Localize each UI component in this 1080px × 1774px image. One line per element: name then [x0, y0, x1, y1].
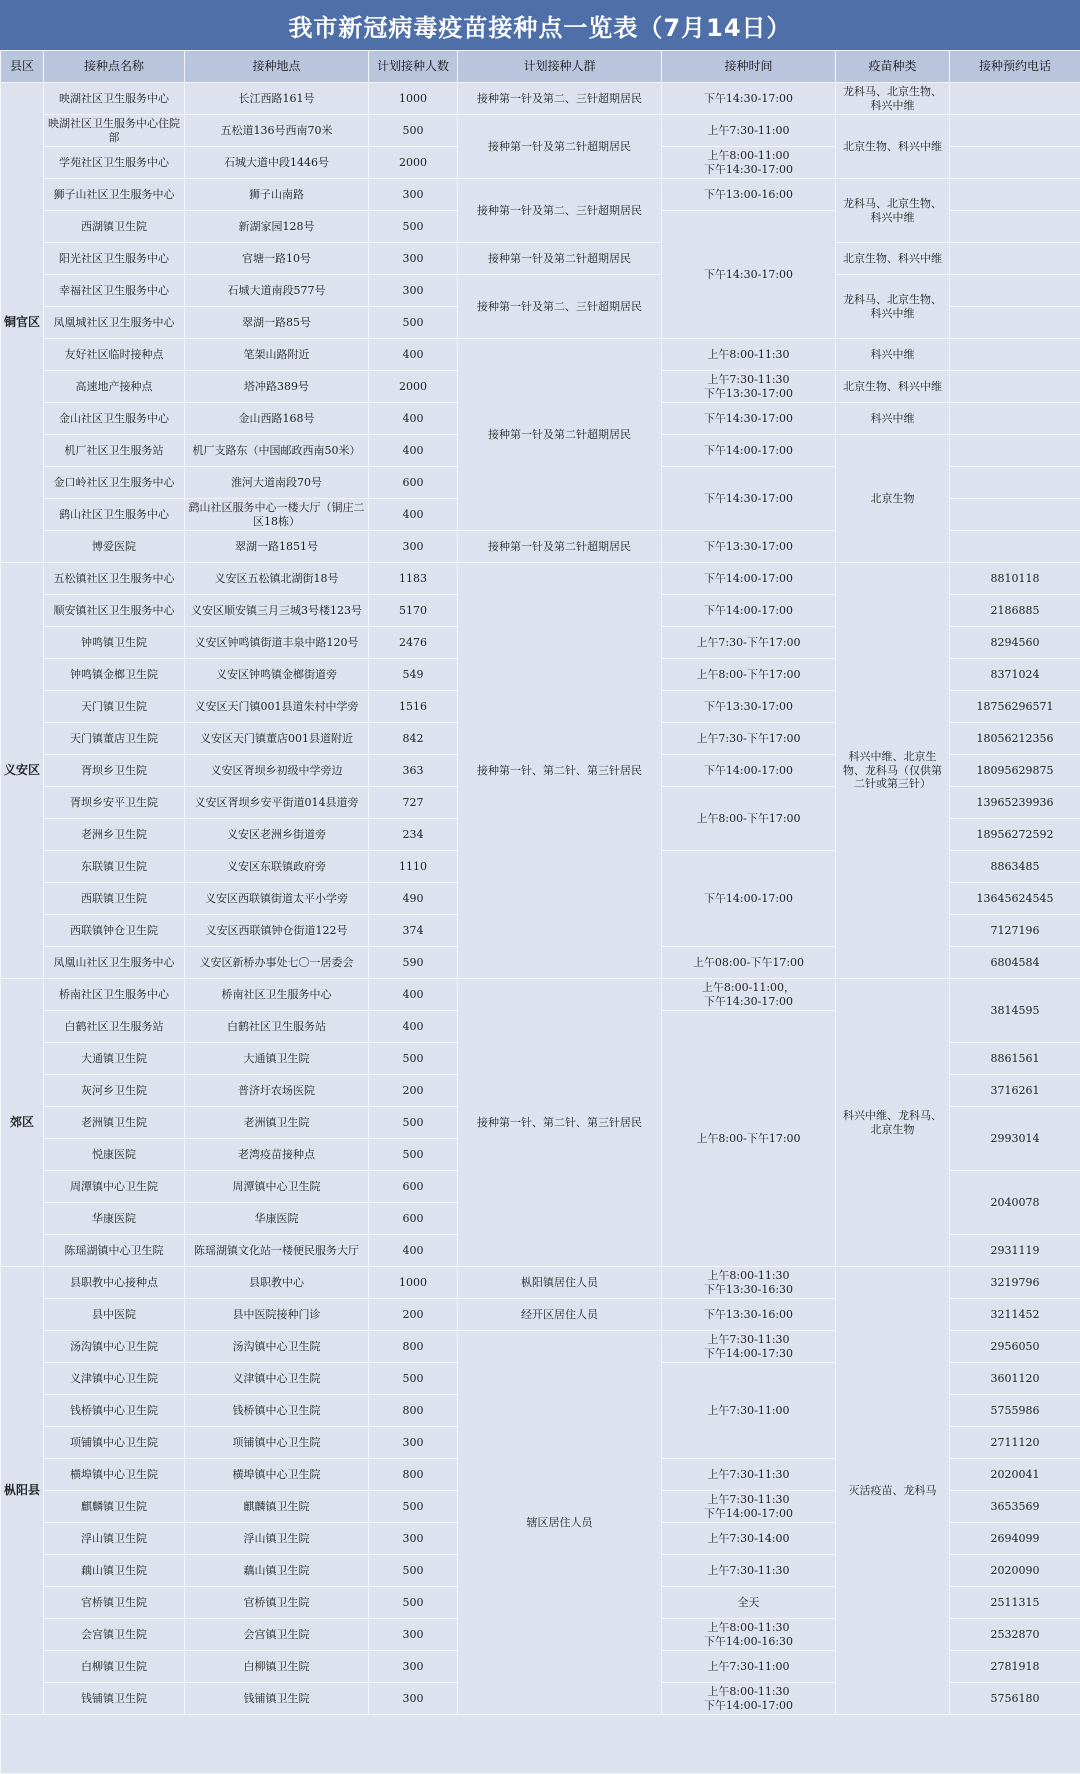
planned-count: 300 — [369, 1619, 458, 1651]
planned-count: 300 — [369, 531, 458, 563]
site-name: 胥坝乡安平卫生院 — [44, 787, 185, 819]
booking-phone: 8863485 — [950, 851, 1080, 883]
vaccination-time: 上午8:00-下午17:00 — [662, 659, 836, 691]
site-address: 老湾疫苗接种点 — [185, 1139, 369, 1171]
blank-footer-row — [1, 1715, 1080, 1774]
target-crowd: 接种第一针及第二针超期居民 — [458, 531, 662, 563]
planned-count: 400 — [369, 435, 458, 467]
booking-phone: 2711120 — [950, 1427, 1080, 1459]
booking-phone: 2186885 — [950, 595, 1080, 627]
site-address: 义津镇中心卫生院 — [185, 1363, 369, 1395]
vaccination-time: 上午8:00-11:30 下午14:00-17:00 — [662, 1683, 836, 1715]
site-address: 义安区西联镇钟仓街道122号 — [185, 915, 369, 947]
site-name: 学苑社区卫生服务中心 — [44, 147, 185, 179]
site-name: 白柳镇卫生院 — [44, 1651, 185, 1683]
site-address: 横埠镇中心卫生院 — [185, 1459, 369, 1491]
booking-phone: 18095629875 — [950, 755, 1080, 787]
booking-phone: 2931119 — [950, 1235, 1080, 1267]
site-address: 义安区钟鸣镇金榔街道旁 — [185, 659, 369, 691]
booking-phone — [950, 307, 1080, 339]
planned-count: 400 — [369, 403, 458, 435]
planned-count: 2000 — [369, 147, 458, 179]
booking-phone: 18956272592 — [950, 819, 1080, 851]
planned-count: 500 — [369, 1363, 458, 1395]
planned-count: 1000 — [369, 1267, 458, 1299]
header-row — [1, 51, 1080, 83]
table-row — [1, 275, 1080, 307]
site-address: 狮子山南路 — [185, 179, 369, 211]
site-address: 义安区胥坝乡安平街道014县道旁 — [185, 787, 369, 819]
booking-phone — [950, 531, 1080, 563]
site-address: 县职教中心 — [185, 1267, 369, 1299]
site-name: 天门镇董店卫生院 — [44, 723, 185, 755]
booking-phone: 18756296571 — [950, 691, 1080, 723]
vaccination-time: 下午14:30-17:00 — [662, 211, 836, 339]
site-name: 狮子山社区卫生服务中心 — [44, 179, 185, 211]
site-address: 藕山镇卫生院 — [185, 1555, 369, 1587]
vaccine-type: 龙科马、北京生物、科兴中维 — [836, 275, 950, 339]
planned-count: 2476 — [369, 627, 458, 659]
booking-phone — [950, 115, 1080, 147]
booking-phone — [950, 147, 1080, 179]
vaccination-time: 下午13:30-17:00 — [662, 531, 836, 563]
site-address: 普济圩农场医院 — [185, 1075, 369, 1107]
vaccine-type: 北京生物、科兴中维 — [836, 243, 950, 275]
vaccine-type: 北京生物、科兴中维 — [836, 115, 950, 179]
vaccination-time: 下午14:00-17:00 — [662, 563, 836, 595]
planned-count: 300 — [369, 1427, 458, 1459]
booking-phone: 5756180 — [950, 1683, 1080, 1715]
target-crowd: 接种第一针及第二、三针超期居民 — [458, 179, 662, 243]
target-crowd: 经开区居住人员 — [458, 1299, 662, 1331]
site-address: 义安区西联镇街道太平小学旁 — [185, 883, 369, 915]
site-address: 翠湖一路1851号 — [185, 531, 369, 563]
site-name: 老洲镇卫生院 — [44, 1107, 185, 1139]
site-address: 金山西路168号 — [185, 403, 369, 435]
site-address: 淮河大道南段70号 — [185, 467, 369, 499]
booking-phone: 3814595 — [950, 979, 1080, 1043]
site-address: 新湖家园128号 — [185, 211, 369, 243]
planned-count: 2000 — [369, 371, 458, 403]
planned-count: 234 — [369, 819, 458, 851]
site-name: 白鹤社区卫生服务站 — [44, 1011, 185, 1043]
planned-count: 300 — [369, 1651, 458, 1683]
vaccine-type: 北京生物 — [836, 435, 950, 563]
target-crowd: 枞阳镇居住人员 — [458, 1267, 662, 1299]
target-crowd: 接种第一针及第二、三针超期居民 — [458, 83, 662, 115]
vaccination-table — [0, 50, 1080, 1774]
site-name: 映湖社区卫生服务中心住院部 — [44, 115, 185, 147]
booking-phone: 8861561 — [950, 1043, 1080, 1075]
site-name: 西联镇卫生院 — [44, 883, 185, 915]
vaccine-type: 灭活疫苗、龙科马 — [836, 1267, 950, 1715]
site-address: 华康医院 — [185, 1203, 369, 1235]
site-name: 钟鸣镇金榔卫生院 — [44, 659, 185, 691]
table-row — [1, 179, 1080, 211]
table-row — [1, 115, 1080, 147]
table-row — [1, 979, 1080, 1011]
booking-phone: 8371024 — [950, 659, 1080, 691]
site-name: 周潭镇中心卫生院 — [44, 1171, 185, 1203]
site-address: 翠湖一路85号 — [185, 307, 369, 339]
booking-phone — [950, 211, 1080, 243]
planned-count: 727 — [369, 787, 458, 819]
table-row — [1, 563, 1080, 595]
vaccination-time: 下午13:30-16:00 — [662, 1299, 836, 1331]
vaccination-time: 下午14:00-17:00 — [662, 595, 836, 627]
site-name: 友好社区临时接种点 — [44, 339, 185, 371]
planned-count: 500 — [369, 115, 458, 147]
table-row — [1, 243, 1080, 275]
planned-count: 1183 — [369, 563, 458, 595]
site-name: 东联镇卫生院 — [44, 851, 185, 883]
booking-phone: 13965239936 — [950, 787, 1080, 819]
site-address: 大通镇卫生院 — [185, 1043, 369, 1075]
target-crowd: 接种第一针及第二、三针超期居民 — [458, 275, 662, 339]
site-address: 汤沟镇中心卫生院 — [185, 1331, 369, 1363]
vaccination-time: 上午7:30-11:30 — [662, 1555, 836, 1587]
site-name: 陈瑶湖镇中心卫生院 — [44, 1235, 185, 1267]
site-name: 钟鸣镇卫生院 — [44, 627, 185, 659]
site-address: 周潭镇中心卫生院 — [185, 1171, 369, 1203]
county-cell: 义安区 — [1, 563, 44, 979]
vaccination-time: 上午8:00-11:00， 下午14:30-17:00 — [662, 979, 836, 1011]
planned-count: 600 — [369, 1171, 458, 1203]
vaccination-time: 上午7:30-11:00 — [662, 115, 836, 147]
vaccination-time: 下午14:00-17:00 — [662, 435, 836, 467]
site-name: 悦康医院 — [44, 1139, 185, 1171]
vaccination-time: 上午7:30-下午17:00 — [662, 627, 836, 659]
vaccination-time: 上午7:30-下午17:00 — [662, 723, 836, 755]
planned-count: 300 — [369, 179, 458, 211]
vaccination-time: 上午7:30-14:00 — [662, 1523, 836, 1555]
vaccination-time: 上午7:30-11:30 — [662, 1459, 836, 1491]
site-address: 机厂支路东（中国邮政西南50米） — [185, 435, 369, 467]
booking-phone: 8294560 — [950, 627, 1080, 659]
site-name: 藕山镇卫生院 — [44, 1555, 185, 1587]
vaccination-time: 上午7:30-11:30 下午14:00-17:30 — [662, 1331, 836, 1363]
target-crowd: 接种第一针及第二针超期居民 — [458, 339, 662, 531]
site-address: 桥南社区卫生服务中心 — [185, 979, 369, 1011]
site-name: 凤凰山社区卫生服务中心 — [44, 947, 185, 979]
site-address: 县中医院接种门诊 — [185, 1299, 369, 1331]
site-name: 桥南社区卫生服务中心 — [44, 979, 185, 1011]
booking-phone — [950, 83, 1080, 115]
site-name: 钱铺镇卫生院 — [44, 1683, 185, 1715]
vaccine-type: 龙科马、北京生物、科兴中维 — [836, 179, 950, 243]
site-address: 浮山镇卫生院 — [185, 1523, 369, 1555]
booking-phone — [950, 467, 1080, 499]
site-address: 义安区老洲乡街道旁 — [185, 819, 369, 851]
vaccination-time: 下午13:30-17:00 — [662, 691, 836, 723]
booking-phone: 7127196 — [950, 915, 1080, 947]
site-name: 项铺镇中心卫生院 — [44, 1427, 185, 1459]
vaccination-time: 上午08:00-下午17:00 — [662, 947, 836, 979]
planned-count: 400 — [369, 499, 458, 531]
planned-count: 500 — [369, 1491, 458, 1523]
vaccination-time: 下午14:00-17:00 — [662, 755, 836, 787]
booking-phone: 3601120 — [950, 1363, 1080, 1395]
table-row — [1, 1267, 1080, 1299]
vaccination-time: 全天 — [662, 1587, 836, 1619]
header-vaccine: 疫苗种类 — [836, 51, 950, 83]
site-address: 义安区顺安镇三月三城3号楼123号 — [185, 595, 369, 627]
booking-phone: 2956050 — [950, 1331, 1080, 1363]
planned-count: 500 — [369, 307, 458, 339]
booking-phone — [950, 179, 1080, 211]
vaccine-type: 科兴中维、北京生物、龙科马（仅供第二针或第三针） — [836, 563, 950, 979]
booking-phone — [950, 243, 1080, 275]
header-county: 县区 — [1, 51, 44, 83]
planned-count: 400 — [369, 339, 458, 371]
booking-phone: 2020041 — [950, 1459, 1080, 1491]
planned-count: 500 — [369, 1139, 458, 1171]
vaccination-time: 上午7:30-11:00 — [662, 1651, 836, 1683]
planned-count: 363 — [369, 755, 458, 787]
planned-count: 374 — [369, 915, 458, 947]
planned-count: 300 — [369, 243, 458, 275]
vaccination-time: 上午8:00-下午17:00 — [662, 787, 836, 851]
site-address: 义安区钟鸣镇街道丰泉中路120号 — [185, 627, 369, 659]
site-address: 石城大道南段577号 — [185, 275, 369, 307]
planned-count: 500 — [369, 1555, 458, 1587]
vaccination-time: 上午8:00-11:30 下午13:30-16:30 — [662, 1267, 836, 1299]
target-crowd: 辖区居住人员 — [458, 1331, 662, 1715]
site-address: 白柳镇卫生院 — [185, 1651, 369, 1683]
site-name: 幸福社区卫生服务中心 — [44, 275, 185, 307]
site-name: 钱桥镇中心卫生院 — [44, 1395, 185, 1427]
planned-count: 500 — [369, 211, 458, 243]
vaccination-time: 上午7:30-11:30 下午14:00-17:00 — [662, 1491, 836, 1523]
planned-count: 842 — [369, 723, 458, 755]
site-name: 鹞山社区卫生服务中心 — [44, 499, 185, 531]
booking-phone: 2532870 — [950, 1619, 1080, 1651]
booking-phone: 3653569 — [950, 1491, 1080, 1523]
booking-phone: 3219796 — [950, 1267, 1080, 1299]
header-phone: 接种预约电话 — [950, 51, 1080, 83]
header-planned-count: 计划接种人数 — [369, 51, 458, 83]
booking-phone: 2694099 — [950, 1523, 1080, 1555]
header-time: 接种时间 — [662, 51, 836, 83]
booking-phone — [950, 435, 1080, 467]
site-address: 老洲镇卫生院 — [185, 1107, 369, 1139]
site-address: 陈瑶湖镇文化站一楼便民服务大厅 — [185, 1235, 369, 1267]
site-address: 项铺镇中心卫生院 — [185, 1427, 369, 1459]
site-name: 顺安镇社区卫生服务中心 — [44, 595, 185, 627]
planned-count: 400 — [369, 979, 458, 1011]
site-address: 笔架山路附近 — [185, 339, 369, 371]
planned-count: 800 — [369, 1459, 458, 1491]
target-crowd: 接种第一针及第二针超期居民 — [458, 243, 662, 275]
site-name: 金山社区卫生服务中心 — [44, 403, 185, 435]
planned-count: 549 — [369, 659, 458, 691]
site-address: 义安区天门镇董店001县道附近 — [185, 723, 369, 755]
site-address: 白鹤社区卫生服务站 — [185, 1011, 369, 1043]
booking-phone: 2511315 — [950, 1587, 1080, 1619]
site-name: 大通镇卫生院 — [44, 1043, 185, 1075]
booking-phone: 5755986 — [950, 1395, 1080, 1427]
site-name: 麒麟镇卫生院 — [44, 1491, 185, 1523]
site-address: 会宫镇卫生院 — [185, 1619, 369, 1651]
target-crowd: 接种第一针、第二针、第三针居民 — [458, 979, 662, 1267]
site-name: 汤沟镇中心卫生院 — [44, 1331, 185, 1363]
planned-count: 500 — [369, 1107, 458, 1139]
vaccination-time: 上午8:00-下午17:00 — [662, 1011, 836, 1267]
site-address: 义安区新桥办事处七〇一居委会 — [185, 947, 369, 979]
site-address: 麒麟镇卫生院 — [185, 1491, 369, 1523]
planned-count: 300 — [369, 1683, 458, 1715]
site-address: 义安区胥坝乡初级中学旁边 — [185, 755, 369, 787]
target-crowd: 接种第一针及第二针超期居民 — [458, 115, 662, 179]
booking-phone: 6804584 — [950, 947, 1080, 979]
booking-phone: 2040078 — [950, 1171, 1080, 1235]
site-name: 横埠镇中心卫生院 — [44, 1459, 185, 1491]
booking-phone: 2993014 — [950, 1107, 1080, 1171]
booking-phone: 13645624545 — [950, 883, 1080, 915]
planned-count: 1110 — [369, 851, 458, 883]
vaccination-time: 上午8:00-11:30 — [662, 339, 836, 371]
planned-count: 400 — [369, 1235, 458, 1267]
vaccination-time: 下午14:30-17:00 — [662, 83, 836, 115]
planned-count: 600 — [369, 467, 458, 499]
site-name: 映湖社区卫生服务中心 — [44, 83, 185, 115]
planned-count: 500 — [369, 1043, 458, 1075]
site-name: 天门镇卫生院 — [44, 691, 185, 723]
target-crowd: 接种第一针、第二针、第三针居民 — [458, 563, 662, 979]
site-name: 老洲乡卫生院 — [44, 819, 185, 851]
vaccination-time: 下午14:30-17:00 — [662, 403, 836, 435]
vaccine-type: 龙科马、北京生物、科兴中维 — [836, 83, 950, 115]
planned-count: 800 — [369, 1395, 458, 1427]
county-cell: 枞阳县 — [1, 1267, 44, 1715]
vaccination-time: 下午14:30-17:00 — [662, 467, 836, 531]
site-name: 五松镇社区卫生服务中心 — [44, 563, 185, 595]
booking-phone: 3716261 — [950, 1075, 1080, 1107]
booking-phone — [950, 499, 1080, 531]
site-name: 县职教中心接种点 — [44, 1267, 185, 1299]
site-name: 浮山镇卫生院 — [44, 1523, 185, 1555]
site-name: 西联镇钟仓卫生院 — [44, 915, 185, 947]
planned-count: 1000 — [369, 83, 458, 115]
booking-phone — [950, 339, 1080, 371]
booking-phone: 8810118 — [950, 563, 1080, 595]
site-address: 官塘一路10号 — [185, 243, 369, 275]
site-address: 义安区东联镇政府旁 — [185, 851, 369, 883]
site-address: 塔冲路389号 — [185, 371, 369, 403]
vaccination-time: 下午14:00-17:00 — [662, 851, 836, 947]
site-name: 会宫镇卫生院 — [44, 1619, 185, 1651]
site-address: 义安区天门镇001县道朱村中学旁 — [185, 691, 369, 723]
site-name: 华康医院 — [44, 1203, 185, 1235]
booking-phone: 18056212356 — [950, 723, 1080, 755]
county-cell: 铜官区 — [1, 83, 44, 563]
planned-count: 600 — [369, 1203, 458, 1235]
site-name: 西湖镇卫生院 — [44, 211, 185, 243]
table-row — [1, 339, 1080, 371]
vaccination-time: 下午13:00-16:00 — [662, 179, 836, 211]
planned-count: 400 — [369, 1011, 458, 1043]
site-name: 胥坝乡卫生院 — [44, 755, 185, 787]
planned-count: 300 — [369, 275, 458, 307]
planned-count: 490 — [369, 883, 458, 915]
site-name: 县中医院 — [44, 1299, 185, 1331]
site-name: 凤凰城社区卫生服务中心 — [44, 307, 185, 339]
booking-phone — [950, 403, 1080, 435]
booking-phone — [950, 371, 1080, 403]
header-site-name: 接种点名称 — [44, 51, 185, 83]
booking-phone: 3211452 — [950, 1299, 1080, 1331]
site-address: 钱铺镇卫生院 — [185, 1683, 369, 1715]
site-name: 机厂社区卫生服务站 — [44, 435, 185, 467]
site-address: 官桥镇卫生院 — [185, 1587, 369, 1619]
vaccination-time: 上午7:30-11:00 — [662, 1363, 836, 1459]
booking-phone — [950, 275, 1080, 307]
site-address: 长江西路161号 — [185, 83, 369, 115]
vaccine-type: 科兴中维 — [836, 339, 950, 371]
site-address: 钱桥镇中心卫生院 — [185, 1395, 369, 1427]
site-address: 鹞山社区服务中心一楼大厅（铜庄二区18栋） — [185, 499, 369, 531]
site-address: 五松道136号西南70米 — [185, 115, 369, 147]
planned-count: 200 — [369, 1299, 458, 1331]
table-body — [1, 83, 1080, 1774]
planned-count: 800 — [369, 1331, 458, 1363]
site-name: 阳光社区卫生服务中心 — [44, 243, 185, 275]
planned-count: 5170 — [369, 595, 458, 627]
vaccine-type: 北京生物、科兴中维 — [836, 371, 950, 403]
vaccination-time: 上午8:00-11:00 下午14:30-17:00 — [662, 147, 836, 179]
site-name: 灰河乡卫生院 — [44, 1075, 185, 1107]
page-title: 我市新冠病毒疫苗接种点一览表（7月14日） — [0, 0, 1080, 50]
table-row — [1, 83, 1080, 115]
planned-count: 300 — [369, 1523, 458, 1555]
booking-phone: 2781918 — [950, 1651, 1080, 1683]
planned-count: 1516 — [369, 691, 458, 723]
vaccine-type: 科兴中维 — [836, 403, 950, 435]
header-site-address: 接种地点 — [185, 51, 369, 83]
booking-phone: 2020090 — [950, 1555, 1080, 1587]
blank-footer-cell — [1, 1715, 1080, 1774]
planned-count: 590 — [369, 947, 458, 979]
header-target-crowd: 计划接种人群 — [458, 51, 662, 83]
site-name: 义津镇中心卫生院 — [44, 1363, 185, 1395]
vaccination-time: 上午7:30-11:30 下午13:30-17:00 — [662, 371, 836, 403]
site-name: 官桥镇卫生院 — [44, 1587, 185, 1619]
planned-count: 200 — [369, 1075, 458, 1107]
county-cell: 郊区 — [1, 979, 44, 1267]
site-name: 博爱医院 — [44, 531, 185, 563]
vaccine-type: 科兴中维、龙科马、北京生物 — [836, 979, 950, 1267]
site-address: 石城大道中段1446号 — [185, 147, 369, 179]
vaccination-time: 上午8:00-11:30 下午14:00-16:30 — [662, 1619, 836, 1651]
site-name: 高速地产接种点 — [44, 371, 185, 403]
site-name: 金口岭社区卫生服务中心 — [44, 467, 185, 499]
site-address: 义安区五松镇北湖街18号 — [185, 563, 369, 595]
planned-count: 500 — [369, 1587, 458, 1619]
